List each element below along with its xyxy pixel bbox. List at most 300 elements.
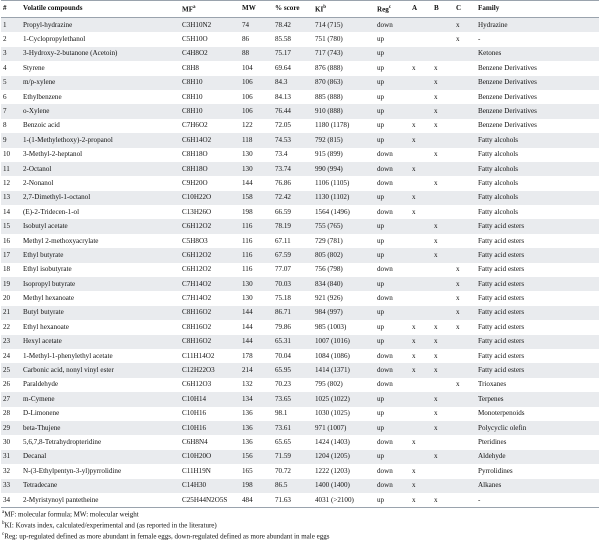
cell-compound: 1-(1-Methylethoxy)-2-propanol (23, 135, 113, 144)
cell-ki: 756 (798) (315, 265, 343, 274)
cell-num: 26 (3, 380, 11, 389)
cell-a (410, 378, 432, 392)
table-row (1, 76, 599, 90)
cell-c (454, 421, 476, 435)
cell-compound: Hexyl acetate (23, 337, 62, 346)
cell-a (410, 450, 432, 464)
cell-ki: 729 (781) (315, 236, 343, 245)
cell-c (454, 392, 476, 406)
cell-a (410, 176, 432, 190)
cell-c (454, 479, 476, 493)
cell-a (410, 104, 432, 118)
cell-mw: 130 (242, 164, 253, 173)
cell-mw: 144 (242, 178, 253, 187)
cell-mf: C10H20O (182, 452, 212, 461)
table-row (1, 219, 599, 233)
cell-reg: up (377, 322, 385, 331)
cell-mf: C11H14O2 (182, 351, 215, 360)
cell-family: Fatty acid esters (478, 279, 525, 288)
cell-b: x (434, 92, 438, 101)
table-body (1, 18, 599, 508)
cell-score: 73.61 (275, 423, 291, 432)
cell-reg: down (377, 164, 393, 173)
cell-score: 70.72 (275, 466, 291, 475)
cell-num: 8 (3, 121, 7, 130)
cell-b (432, 191, 454, 205)
cell-mw: 136 (242, 437, 253, 446)
cell-mf: C6H12O2 (182, 265, 212, 274)
cell-mw: 122 (242, 121, 253, 130)
cell-b (432, 133, 454, 147)
cell-mf: C8H18O (182, 164, 208, 173)
cell-c: x (456, 322, 460, 331)
cell-compound: Methyl hexanoate (23, 294, 75, 303)
cell-num: 31 (3, 452, 11, 461)
cell-mw: 198 (242, 481, 253, 490)
cell-c (454, 335, 476, 349)
cell-b: x (434, 250, 438, 259)
cell-c (454, 464, 476, 478)
cell-num: 5 (3, 78, 7, 87)
cell-reg: up (377, 78, 385, 87)
cell-c: x (456, 35, 460, 44)
cell-reg: down (377, 351, 393, 360)
cell-c (454, 47, 476, 61)
cell-compound: D-Limonene (23, 409, 60, 418)
cell-num: 19 (3, 279, 11, 288)
cell-c (454, 349, 476, 363)
cell-mf: C9H20O (182, 178, 208, 187)
cell-family: Aldehyde (478, 452, 506, 461)
cell-reg: up (377, 452, 385, 461)
cell-num: 2 (3, 35, 7, 44)
cell-a (410, 306, 432, 320)
cell-compound: N-(3-Ethylpentyn-3-yl)pyrrolidine (23, 466, 122, 475)
table-row (1, 47, 599, 61)
cell-compound: 1-Cyclopropylethanol (23, 35, 86, 44)
cell-num: 12 (3, 178, 11, 187)
table-row (1, 407, 599, 421)
cell-num: 32 (3, 466, 11, 475)
footnote-b: $^b$KI: Kovats index, calculated/experimental and (as reported in the literature) (2, 521, 217, 530)
cell-score: 86.5 (275, 481, 288, 490)
cell-reg: up (377, 49, 385, 58)
cell-mw: 130 (242, 150, 253, 159)
cell-num: 10 (3, 150, 11, 159)
cell-compound: Ethyl hexanoate (23, 322, 69, 331)
cell-a (410, 47, 432, 61)
table-row (1, 148, 599, 162)
cell-mf: C10H22O (182, 193, 212, 202)
table-row (1, 435, 599, 449)
cell-b (432, 162, 454, 176)
cell-c (454, 61, 476, 75)
header-num: # (1, 1, 21, 18)
cell-c (454, 493, 476, 508)
cell-b: x (434, 106, 438, 115)
cell-a (410, 263, 432, 277)
cell-c (454, 162, 476, 176)
cell-b: x (434, 452, 438, 461)
cell-a (410, 392, 432, 406)
cell-reg: up (377, 236, 385, 245)
cell-num: 3 (3, 49, 7, 58)
cell-ki: 805 (802) (315, 250, 343, 259)
cell-ki: 1106 (1105) (315, 178, 350, 187)
cell-compound: m-Cymene (23, 394, 55, 403)
header-a: A (410, 1, 432, 18)
cell-mf: C4H8O2 (182, 49, 208, 58)
cell-reg: up (377, 121, 385, 130)
cell-family: Pteridines (478, 437, 507, 446)
cell-mw: 178 (242, 351, 253, 360)
cell-score: 78.42 (275, 20, 291, 29)
cell-score: 84.13 (275, 92, 291, 101)
cell-c (454, 191, 476, 205)
table-row (1, 479, 599, 493)
cell-compound: Tetradecane (23, 481, 58, 490)
cell-mf: C8H18O (182, 150, 208, 159)
cell-b: x (434, 337, 438, 346)
cell-compound: 2-Octanol (23, 164, 52, 173)
cell-reg: up (377, 193, 385, 202)
cell-reg: up (377, 106, 385, 115)
cell-b (432, 18, 454, 33)
cell-ki: 1180 (1178) (315, 121, 350, 130)
cell-ki: 971 (1007) (315, 423, 347, 432)
cell-score: 72.05 (275, 121, 291, 130)
header-family: Family (476, 1, 599, 18)
cell-ki: 1130 (1102) (315, 193, 350, 202)
cell-score: 66.59 (275, 207, 291, 216)
cell-score: 78.19 (275, 222, 291, 231)
cell-num: 11 (3, 164, 10, 173)
cell-mw: 116 (242, 236, 253, 245)
table-row (1, 320, 599, 334)
cell-family: Fatty alcohols (478, 193, 518, 202)
cell-c (454, 219, 476, 233)
cell-b: x (434, 222, 438, 231)
cell-ki: 755 (765) (315, 222, 343, 231)
cell-mw: 130 (242, 294, 253, 303)
cell-b (432, 435, 454, 449)
cell-c: x (456, 279, 460, 288)
cell-c (454, 133, 476, 147)
cell-mw: 104 (242, 63, 253, 72)
cell-reg: up (377, 250, 385, 259)
cell-mf: C8H10 (182, 92, 203, 101)
table-row (1, 205, 599, 219)
cell-num: 33 (3, 481, 11, 490)
cell-b: x (434, 121, 438, 130)
cell-family: Benzene Derivatives (478, 78, 537, 87)
cell-b (432, 378, 454, 392)
table-row (1, 61, 599, 75)
cell-family: Terpenes (478, 394, 504, 403)
table-header-row (1, 1, 599, 18)
cell-compound: 1-Methyl-1-phenylethyl acetate (23, 351, 113, 360)
cell-b: x (434, 78, 438, 87)
cell-score: 65.65 (275, 437, 291, 446)
cell-reg: up (377, 222, 385, 231)
table-row (1, 349, 599, 363)
cell-a: x (412, 193, 416, 202)
cell-compound: Butyl butyrate (23, 308, 64, 317)
cell-num: 6 (3, 92, 7, 101)
cell-family: Polycyclic olefin (478, 423, 527, 432)
cell-family: Alkanes (478, 481, 502, 490)
cell-b (432, 291, 454, 305)
cell-score: 73.4 (275, 150, 288, 159)
cell-reg: up (377, 63, 385, 72)
cell-mf: C5H8O3 (182, 236, 208, 245)
cell-score: 86.71 (275, 308, 291, 317)
cell-reg: down (377, 207, 393, 216)
cell-family: Fatty acid esters (478, 250, 525, 259)
cell-mf: C6H12O2 (182, 250, 212, 259)
cell-family: Ketones (478, 49, 502, 58)
cell-mw: 118 (242, 135, 253, 144)
cell-score: 76.86 (275, 178, 291, 187)
cell-compound: (E)-2-Tridecen-1-ol (23, 207, 80, 216)
cell-a (410, 18, 432, 33)
cell-a: x (412, 135, 416, 144)
cell-reg: up (377, 423, 385, 432)
table-row (1, 248, 599, 262)
cell-reg: up (377, 409, 385, 418)
header-compound: Volatile compounds (21, 1, 180, 18)
cell-score: 67.11 (275, 236, 291, 245)
cell-mw: 74 (242, 20, 250, 29)
table-row (1, 191, 599, 205)
cell-num: 30 (3, 437, 11, 446)
cell-mw: 132 (242, 380, 253, 389)
cell-family: Fatty alcohols (478, 164, 518, 173)
cell-compound: Ethyl isobutyrate (23, 265, 72, 274)
cell-b: x (434, 63, 438, 72)
table-row (1, 392, 599, 406)
cell-a (410, 76, 432, 90)
cell-compound: beta-Thujene (23, 423, 61, 432)
cell-mw: 136 (242, 423, 253, 432)
cell-reg: down (377, 466, 393, 475)
cell-family: Benzene Derivatives (478, 121, 537, 130)
cell-mf: C6H8N4 (182, 437, 208, 446)
cell-mf: C10H16 (182, 409, 207, 418)
cell-a (410, 421, 432, 435)
cell-mf: C7H14O2 (182, 294, 212, 303)
cell-score: 69.64 (275, 63, 291, 72)
cell-a (410, 277, 432, 291)
cell-b: x (434, 394, 438, 403)
cell-mw: 144 (242, 337, 253, 346)
cell-score: 65.31 (275, 337, 291, 346)
cell-reg: down (377, 294, 393, 303)
cell-score: 77.07 (275, 265, 291, 274)
cell-ki: 717 (743) (315, 49, 343, 58)
cell-c (454, 450, 476, 464)
cell-score: 74.53 (275, 135, 291, 144)
cell-num: 15 (3, 222, 11, 231)
cell-family: Benzene Derivatives (478, 106, 537, 115)
cell-c (454, 234, 476, 248)
cell-reg: up (377, 35, 385, 44)
cell-ki: 984 (997) (315, 308, 343, 317)
table-row (1, 277, 599, 291)
cell-num: 34 (1, 493, 21, 508)
cell-mw: 116 (242, 250, 253, 259)
cell-mf: C13H26O (182, 207, 212, 216)
cell-ki: 714 (715) (315, 20, 343, 29)
table-row (1, 378, 599, 392)
cell-b: x (434, 423, 438, 432)
cell-c (454, 248, 476, 262)
cell-c (454, 435, 476, 449)
cell-mf: C8H16O2 (182, 308, 212, 317)
cell-family: Fatty acid esters (478, 236, 525, 245)
cell-mw: 136 (242, 409, 253, 418)
cell-mf: C6H14O2 (182, 135, 212, 144)
cell-b: x (432, 493, 454, 508)
cell-mf: C11H19N (182, 466, 211, 475)
cell-family: Fatty acid esters (478, 265, 525, 274)
cell-mf: C6H12O2 (182, 222, 212, 231)
cell-a: x (412, 351, 416, 360)
cell-c: x (456, 294, 460, 303)
table-row (1, 133, 599, 147)
cell-num: 18 (3, 265, 11, 274)
cell-reg: down (377, 380, 393, 389)
cell-compound: 2,7-Dimethyl-1-octanol (23, 193, 91, 202)
cell-mf: C7H6O2 (182, 121, 208, 130)
table-row (1, 18, 599, 33)
cell-ki: 792 (815) (315, 135, 343, 144)
cell-ki: 795 (802) (315, 380, 343, 389)
cell-c (454, 90, 476, 104)
cell-b (432, 277, 454, 291)
cell-score: 65.95 (275, 366, 291, 375)
cell-ki: 1424 (1403) (315, 437, 350, 446)
header-b: B (432, 1, 454, 18)
cell-num: 9 (3, 135, 7, 144)
cell-compound: 3-Hydroxy-2-butanone (Acetoin) (23, 49, 118, 58)
cell-b: x (434, 366, 438, 375)
cell-mw: 130 (242, 279, 253, 288)
cell-num: 1 (3, 20, 7, 29)
cell-family: Fatty acid esters (478, 222, 525, 231)
cell-score: 85.58 (275, 35, 291, 44)
cell-compound: Carbonic acid, nonyl vinyl ester (23, 366, 114, 375)
table-row (1, 119, 599, 133)
cell-score: 71.63 (273, 493, 313, 508)
cell-mf: C8H10 (182, 78, 203, 87)
cell-ki: 921 (926) (315, 294, 343, 303)
cell-family: Fatty acid esters (478, 366, 525, 375)
cell-b (432, 479, 454, 493)
cell-reg: down (377, 366, 393, 375)
cell-b (432, 464, 454, 478)
cell-mf: C10H14 (182, 394, 207, 403)
cell-reg: up (377, 308, 385, 317)
cell-a (410, 32, 432, 46)
cell-b: x (434, 322, 438, 331)
cell-mf: C3H10N2 (182, 20, 212, 29)
cell-ki: 870 (863) (315, 78, 343, 87)
header-ki: $KI^b$ (313, 1, 375, 18)
cell-score: 73.74 (275, 164, 291, 173)
cell-family: Monoterpenoids (478, 409, 525, 418)
cell-c (454, 407, 476, 421)
cell-num: 21 (3, 308, 11, 317)
cell-compound: 5,6,7,8-Tetrahydropteridine (23, 437, 102, 446)
cell-num: 14 (3, 207, 11, 216)
cell-num: 22 (3, 322, 11, 331)
cell-a (410, 148, 432, 162)
cell-mw: 106 (242, 92, 253, 101)
header-c: C (454, 1, 476, 18)
cell-num: 17 (3, 250, 11, 259)
cell-compound: Ethyl butyrate (23, 250, 64, 259)
cell-ki: 751 (780) (315, 35, 343, 44)
cell-compound: 3-Methyl-2-heptanol (23, 150, 83, 159)
cell-mf: C10H16 (182, 423, 207, 432)
cell-a: x (412, 322, 416, 331)
cell-reg: up (377, 394, 385, 403)
cell-reg: up (375, 493, 410, 508)
cell-c: x (456, 380, 460, 389)
cell-ki: 990 (994) (315, 164, 343, 173)
cell-mw: 144 (242, 322, 253, 331)
cell-family: Fatty alcohols (478, 207, 518, 216)
cell-reg: down (377, 20, 393, 29)
cell-b: x (434, 150, 438, 159)
cell-score: 84.3 (275, 78, 288, 87)
cell-mw: 86 (242, 35, 250, 44)
cell-compound: Methyl 2-methoxyacrylate (23, 236, 99, 245)
header-mf: $MF^a$ (180, 1, 240, 18)
cell-ki: 834 (840) (315, 279, 343, 288)
cell-num: 25 (3, 366, 11, 375)
table-row (1, 306, 599, 320)
cell-family: Fatty acid esters (478, 351, 525, 360)
cell-num: 13 (3, 193, 11, 202)
cell-mf: C8H8 (182, 63, 199, 72)
cell-score: 75.18 (275, 294, 291, 303)
cell-a: x (412, 63, 416, 72)
table-row (1, 450, 599, 464)
cell-a: x (410, 493, 432, 508)
cell-c (454, 76, 476, 90)
cell-family: Fatty acid esters (478, 337, 525, 346)
cell-family: - (478, 35, 481, 44)
cell-score: 79.86 (275, 322, 291, 331)
cell-num: 20 (3, 294, 11, 303)
cell-b: x (434, 236, 438, 245)
cell-b (432, 32, 454, 46)
cell-compound: Paraldehyde (23, 380, 59, 389)
cell-ki: 4031 (>2100) (313, 493, 375, 508)
header-reg: Reg$^c$ (375, 1, 410, 18)
cell-family: - (476, 493, 599, 508)
cell-mw: 106 (242, 106, 253, 115)
cell-compound: Styrene (23, 63, 45, 72)
cell-reg: down (377, 178, 393, 187)
cell-mf: C7H14O2 (182, 279, 212, 288)
cell-num: 16 (3, 236, 11, 245)
cell-reg: up (377, 279, 385, 288)
cell-mw: 198 (242, 207, 253, 216)
cell-ki: 1400 (1400) (315, 481, 350, 490)
